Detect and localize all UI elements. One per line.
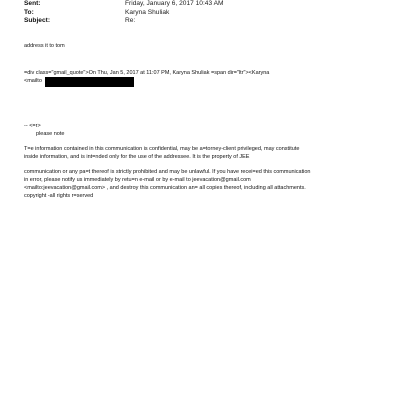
confidentiality-line-1: T=e information contained in this communication is confidential, may be a=torney-client privileged, may constitute bbox=[24, 146, 300, 152]
unlawful-line-1: communication or any pa=t thereof is strictly prohibited and may be unlawful. If you have recei=ed this communication bbox=[24, 169, 311, 175]
subject-label: Subject: bbox=[24, 17, 51, 24]
body-address-line: address it to tom bbox=[24, 43, 65, 49]
unlawful-line-2: in error, please notify us immediately by retu=n e-mail or by e-mail to jeevacation@gmail.com bbox=[24, 177, 251, 183]
confidentiality-line-2: inside information, and is int=nded only for the use of the addressee. It is the property of JEE bbox=[24, 154, 250, 160]
unlawful-line-3: <mailto:jeevacation@gmail.com> , and destroy this communication an= all copies thereof, including all attachments. bbox=[24, 185, 306, 191]
sent-label: Sent: bbox=[24, 0, 41, 7]
unlawful-line-4: copyright -all rights r=served bbox=[24, 193, 94, 199]
quote-mailto-prefix: <mailto bbox=[24, 78, 42, 84]
to-row bbox=[24, 9, 384, 17]
redaction-box bbox=[45, 77, 134, 87]
sent-value: Friday, January 6, 2017 10:43 AM bbox=[125, 0, 224, 7]
subject-value: Re: bbox=[125, 17, 136, 24]
to-value: Karyna Shuliak bbox=[125, 9, 170, 16]
quote-line-2 bbox=[24, 78, 42, 86]
to-label: To: bbox=[24, 9, 34, 16]
quote-line-1: =div class="gmail_quote">On Thu, Jan 5, 2017 at 11:07 PM, Karyna Shuliak =span dir="ltr"><Karyna bbox=[24, 70, 270, 76]
signature-note: please note bbox=[36, 131, 65, 137]
sent-row bbox=[24, 0, 384, 8]
signature-dashes: -- <=r> bbox=[24, 123, 41, 129]
subject-row bbox=[24, 17, 384, 25]
